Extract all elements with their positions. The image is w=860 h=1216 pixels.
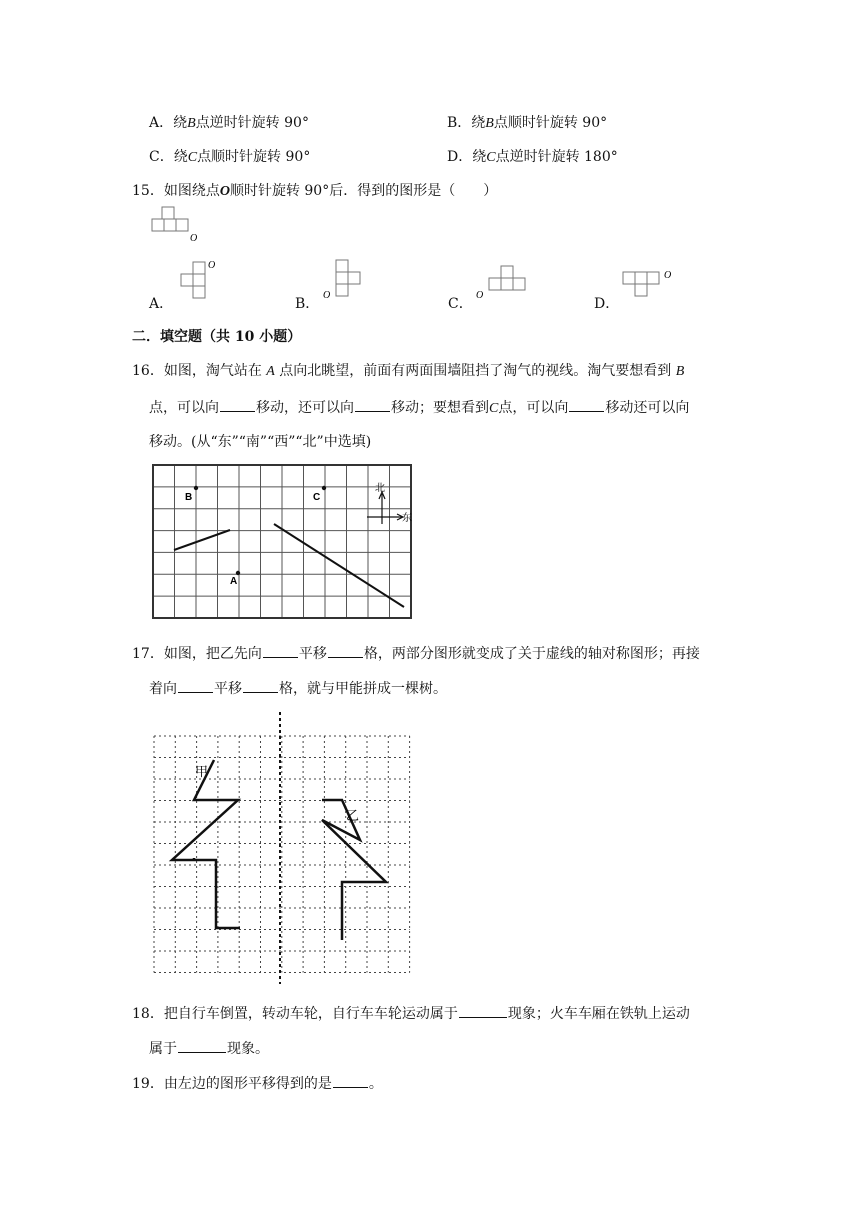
label-yi: 乙	[346, 809, 360, 824]
point-b-label: B	[185, 492, 193, 503]
q16-blank-2[interactable]	[355, 397, 390, 412]
q18-blank-1[interactable]	[459, 1003, 507, 1018]
q15-option-d-label: D．	[594, 296, 620, 312]
q19-stem: 19．由左边的图形平移得到的是 。	[132, 1073, 383, 1093]
q18-line-1: 18．把自行车倒置，转动车轮，自行车车轮运动属于 现象；火车车厢在铁轨上运动	[132, 1003, 690, 1023]
point-c-label: C	[313, 492, 321, 503]
east-label: 东	[402, 513, 412, 524]
q15-option-b-pivot: O	[323, 290, 331, 301]
north-label: 北	[375, 483, 385, 494]
q15-option-d-pivot: O	[664, 270, 672, 281]
q15-option-a-figure	[175, 258, 220, 303]
q15-option-c-pivot: O	[476, 290, 484, 301]
q15-option-a-label: A．	[149, 296, 174, 312]
q15-option-b-figure	[318, 258, 363, 303]
point-b-dot	[194, 486, 198, 490]
q16-blank-1[interactable]	[220, 397, 255, 412]
q14-option-b: B．绕B点顺时针旋转 90°	[447, 115, 608, 131]
q17-blank-1[interactable]	[263, 643, 298, 658]
section-title: 二．填空题（共 10 小题）	[132, 329, 302, 345]
q16-line-1: 16．如图，淘气站在 A 点向北眺望，前面有两面围墙阻挡了淘气的视线。淘气要想看到 B	[132, 363, 685, 379]
q18-blank-2[interactable]	[178, 1038, 226, 1053]
q15-option-a-pivot: O	[208, 260, 216, 271]
label-jia: 甲	[195, 765, 209, 780]
q17-line-1: 17．如图，把乙先向 平移 格，两部分图形就变成了关于虚线的轴对称图形；再接	[132, 643, 700, 663]
q14-option-d: D．绕C点逆时针旋转 180°	[447, 149, 618, 165]
wall-right	[274, 524, 404, 607]
q14-option-a: A．绕B点逆时针旋转 90°	[149, 115, 309, 131]
q17-blank-2[interactable]	[328, 643, 363, 658]
q16-grid-figure	[152, 464, 412, 620]
q15-original-figure	[150, 205, 198, 245]
q15-pivot-label: O	[190, 233, 198, 244]
q17-tree-figure	[150, 710, 412, 986]
q15-option-b-label: B．	[295, 296, 320, 312]
q17-blank-4[interactable]	[243, 678, 278, 693]
q18-line-2: 属于 现象。	[149, 1038, 269, 1058]
q15-option-d-figure	[620, 262, 680, 302]
q16-line-2: 点，可以向 移动，还可以向 移动；要想看到C点，可以向 移动还可以向	[149, 397, 689, 417]
q17-line-2: 着向 平移 格，就与甲能拼成一棵树。	[149, 678, 447, 698]
q15-stem: 15．如图绕点O顺时针旋转 90°后．得到的图形是（ ）	[132, 183, 498, 199]
point-c-dot	[322, 486, 326, 490]
q15-option-c-figure	[474, 262, 534, 302]
q16-line-3: 移动。(从“东”“南”“西”“北”中选填)	[149, 434, 372, 450]
q16-blank-3[interactable]	[569, 397, 604, 412]
wall-left	[174, 530, 230, 550]
q14-option-c: C．绕C点顺时针旋转 90°	[149, 149, 311, 165]
point-a-label: A	[230, 576, 238, 587]
q15-option-c-label: C．	[448, 296, 473, 312]
q17-blank-3[interactable]	[178, 678, 213, 693]
q19-blank[interactable]	[333, 1073, 368, 1088]
point-a-dot	[236, 571, 240, 575]
